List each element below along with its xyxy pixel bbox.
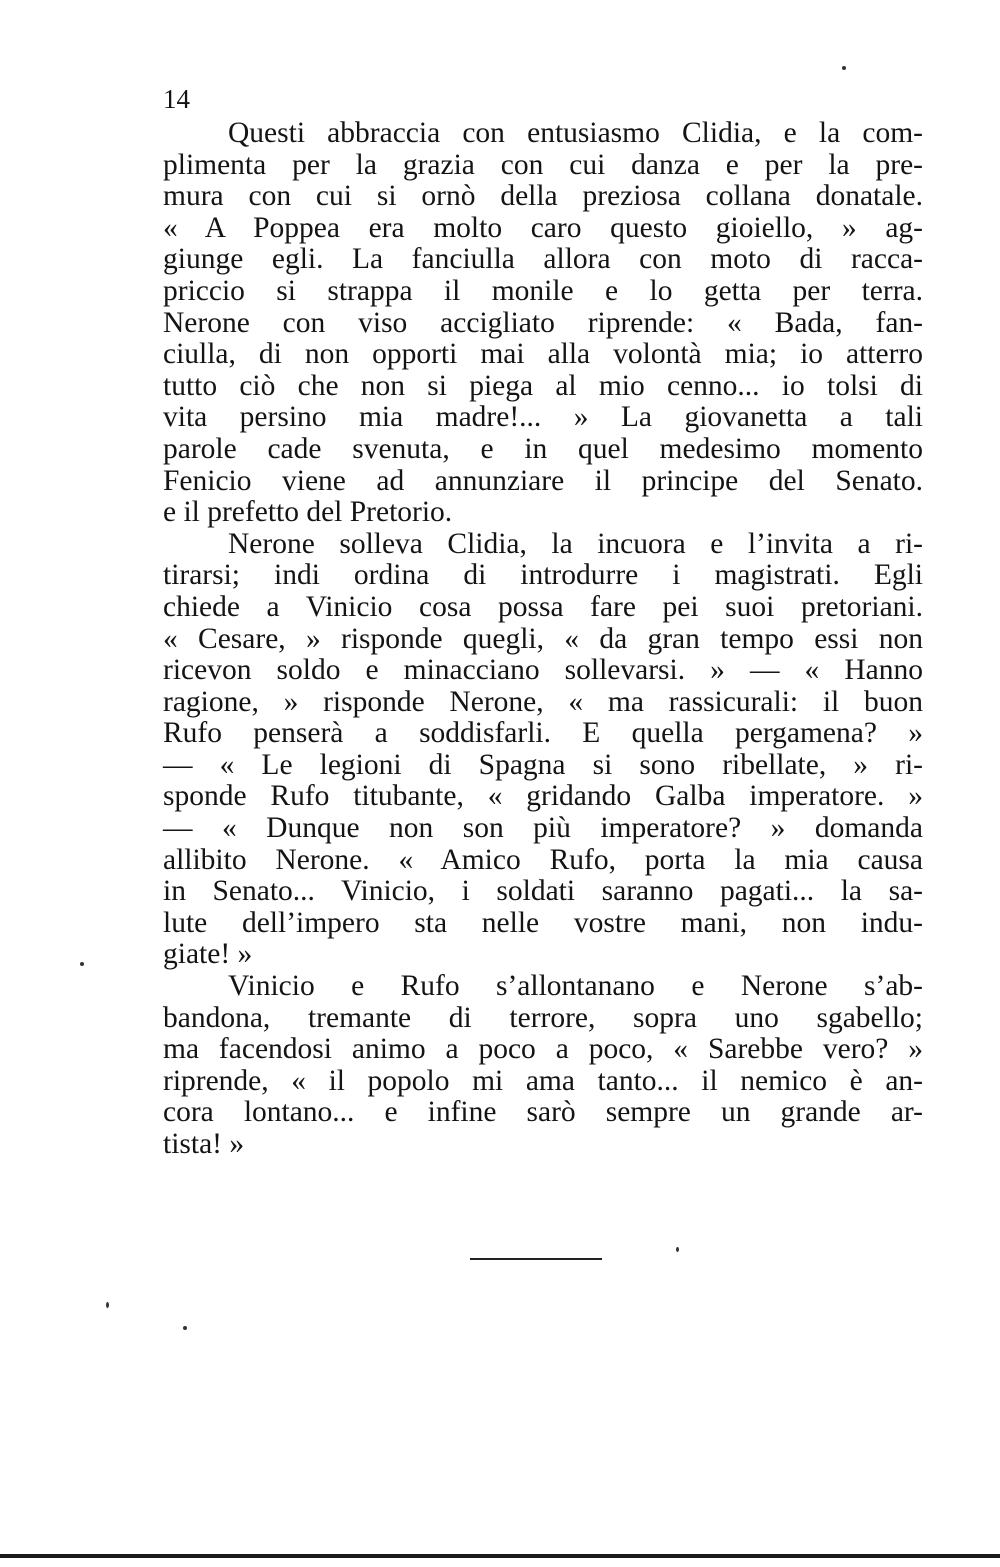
text-line: tista! » <box>163 1128 245 1160</box>
text-line: ciulla, di non opporti mai alla volontà mia; io atterro <box>163 338 923 371</box>
text-line: Rufo penserà a soddisfarli. E quella pergamena? » <box>163 717 923 750</box>
text-line: tirarsi; indi ordina di introdurre i magistrati. Egli <box>163 559 923 592</box>
text-line: riprende, « il popolo mi ama tanto... il nemico è an- <box>163 1064 923 1097</box>
text-line: « Cesare, » risponde quegli, « da gran tempo essi non <box>163 622 923 655</box>
text-line: lute dell’impero sta nelle vostre mani, non indu- <box>163 906 923 939</box>
text-line: mura con cui si ornò della preziosa collana donatale. <box>163 180 923 213</box>
text-line: giunge egli. La fanciulla allora con moto di racca- <box>163 243 923 276</box>
text-line: Fenicio viene ad annunziare il principe del Senato. <box>163 464 923 497</box>
text-line: tutto ciò che non si piega al mio cenno... io tolsi di <box>163 369 923 402</box>
text-line: sponde Rufo titubante, « gridando Galba imperatore. » <box>163 780 923 813</box>
text-line: — « Dunque non son più imperatore? » domanda <box>163 812 923 845</box>
text-line: — « Le legioni di Spagna si sono ribellate, » ri- <box>163 748 923 781</box>
text-line: in Senato... Vinicio, i soldati saranno pagati... la sa- <box>163 875 923 908</box>
text-line: « A Poppea era molto caro questo gioiello, » ag- <box>163 211 923 244</box>
text-line: bandona, tremante di terrore, sopra uno sgabello; <box>163 1001 923 1034</box>
text-line: giate! » <box>163 938 253 971</box>
body-text <box>163 118 923 1161</box>
print-speck <box>183 1326 187 1330</box>
section-divider <box>470 1258 602 1260</box>
text-line: Nerone solleva Clidia, la incuora e l’invita a ri- <box>228 527 923 560</box>
text-line: plimenta per la grazia con cui danza e per la pre- <box>163 148 923 181</box>
text-line: ragione, » risponde Nerone, « ma rassicurali: il buon <box>163 685 923 718</box>
text-line: Vinicio e Rufo s’allontanano e Nerone s’ab- <box>228 970 923 1003</box>
text-line: ricevon soldo e minacciano sollevarsi. » — « Hanno <box>163 654 923 687</box>
text-line: vita persino mia madre!... » La giovanetta a tali <box>163 401 923 434</box>
text-line: chiede a Vinicio cosa possa fare pei suoi pretoriani. <box>163 590 923 623</box>
text-line: e il prefetto del Pretorio. <box>163 496 453 529</box>
text-line: cora lontano... e infine sarò sempre un grande ar- <box>163 1096 923 1129</box>
text-line: Nerone con viso accigliato riprende: « Bada, fan- <box>163 306 923 339</box>
print-speck <box>676 1247 679 1252</box>
page-edge-rule <box>0 1554 1000 1558</box>
text-line: allibito Nerone. « Amico Rufo, porta la mia causa <box>163 843 923 876</box>
print-speck <box>842 66 846 70</box>
text-line: ma facendosi animo a poco a poco, « Sarebbe vero? » <box>163 1033 923 1066</box>
print-speck <box>80 962 84 966</box>
page-number: 14 <box>163 84 190 114</box>
text-line: Questi abbraccia con entusiasmo Clidia, e la com- <box>228 117 923 149</box>
text-line: parole cade svenuta, e in quel medesimo momento <box>163 432 923 465</box>
print-speck <box>106 1302 109 1308</box>
text-line: priccio si strappa il monile e lo getta per terra. <box>163 274 923 307</box>
